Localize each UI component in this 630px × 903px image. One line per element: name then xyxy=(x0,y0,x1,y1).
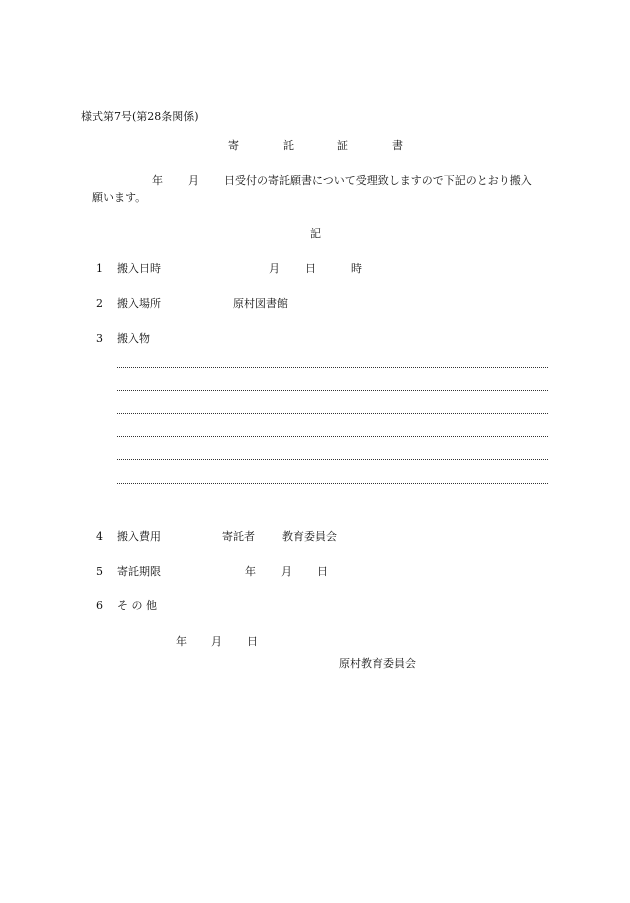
form-label: 様式第7号(第28条関係) xyxy=(81,110,199,123)
dotted-line xyxy=(117,483,548,484)
item-label: 寄託期限 xyxy=(117,565,161,578)
issue-date-day: 日 xyxy=(247,635,258,648)
item-period-month: 月 xyxy=(281,565,292,578)
ki-heading: 記 xyxy=(310,227,321,240)
item-number: 3 xyxy=(96,332,103,345)
title-char-3: 証 xyxy=(337,139,348,152)
intro-year: 年 xyxy=(152,174,163,187)
dotted-line xyxy=(117,436,548,437)
item-place-value: 原村図書館 xyxy=(233,297,288,310)
issuer-name: 原村教育委員会 xyxy=(339,657,416,670)
item-date-hour: 時 xyxy=(351,262,362,275)
item-date-month: 月 xyxy=(269,262,280,275)
intro-line2: 願います。 xyxy=(92,191,147,204)
title-char-2: 託 xyxy=(283,139,294,152)
item-label: そ の 他 xyxy=(117,599,157,612)
dotted-line xyxy=(117,459,548,460)
intro-line1: 日受付の寄託願書について受理致しますので下記のとおり搬入 xyxy=(224,174,532,187)
item-cost-value2: 教育委員会 xyxy=(282,530,337,543)
item-number: 5 xyxy=(96,565,103,578)
item-label: 搬入日時 xyxy=(117,262,161,275)
item-date-day: 日 xyxy=(305,262,316,275)
intro-month: 月 xyxy=(188,174,199,187)
dotted-line xyxy=(117,413,548,414)
title-char-1: 寄 xyxy=(228,139,239,152)
item-label: 搬入場所 xyxy=(117,297,161,310)
item-number: 6 xyxy=(96,599,103,612)
dotted-line xyxy=(117,390,548,391)
issue-date-year: 年 xyxy=(176,635,187,648)
item-period-day: 日 xyxy=(317,565,328,578)
item-number: 1 xyxy=(96,262,103,275)
item-label: 搬入費用 xyxy=(117,530,161,543)
item-number: 2 xyxy=(96,297,103,310)
title-char-4: 書 xyxy=(392,139,403,152)
item-number: 4 xyxy=(96,530,103,543)
item-label: 搬入物 xyxy=(117,332,150,345)
issue-date-month: 月 xyxy=(211,635,222,648)
dotted-line xyxy=(117,367,548,368)
item-period-year: 年 xyxy=(245,565,256,578)
item-cost-value1: 寄託者 xyxy=(222,530,255,543)
